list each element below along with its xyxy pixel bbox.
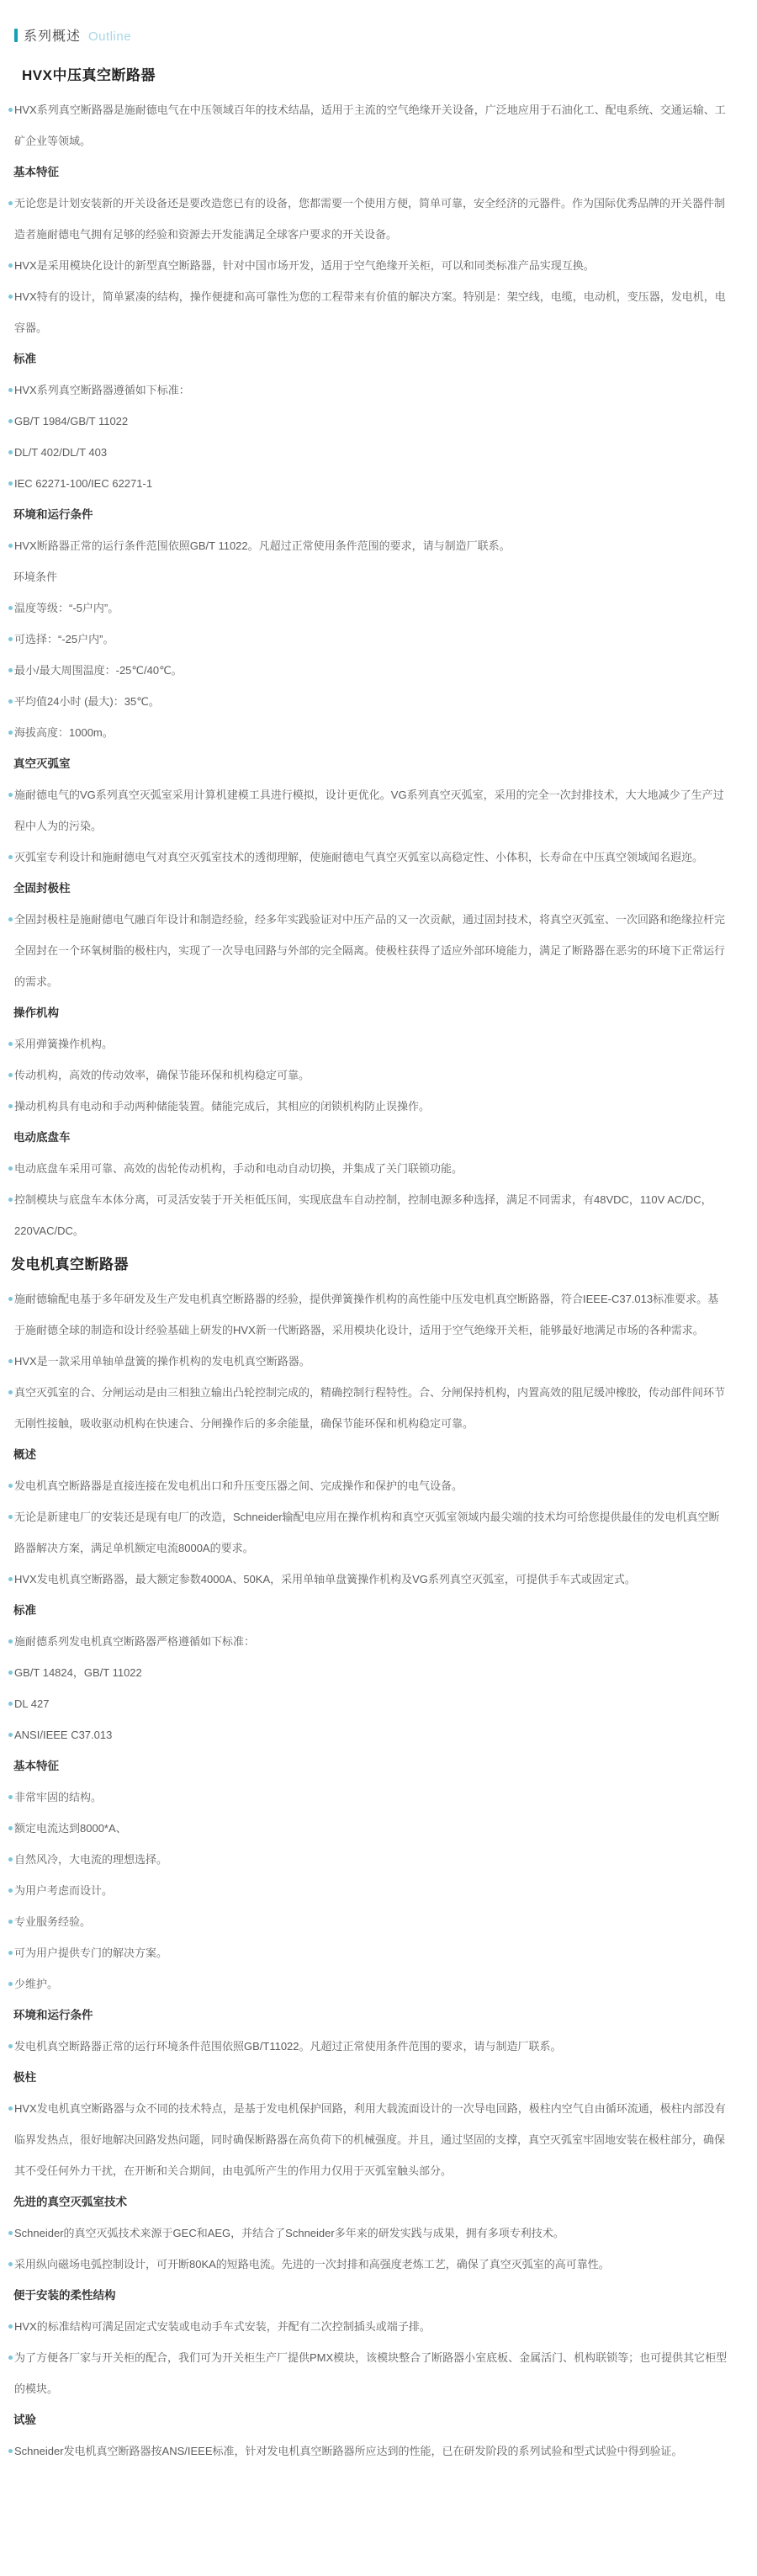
paragraph-text: GB/T 1984/GB/T 11022 [14,415,129,428]
bullet-item [0,1688,757,1719]
bullet-dot-icon [8,544,13,548]
bullet-dot-icon [8,1390,13,1394]
sub-heading [0,1595,757,1626]
bullet-dot-icon [8,2044,13,2048]
sub-heading-text: 真空灭弧室 [13,757,71,770]
bullet-dot-icon [8,1484,13,1488]
accent-bar-icon [14,29,18,42]
bullet-dot-icon [8,108,13,112]
paragraph-text: 专业服务经验。 [14,1915,92,1928]
bullet-item [0,1346,757,1377]
bullet-item [0,904,757,997]
bullet-item [0,2311,757,2342]
bullet-item [0,1564,757,1595]
sub-heading-text: 极柱 [13,2071,36,2084]
sub-heading [0,157,757,188]
bullet-item [0,1470,757,1501]
paragraph-text: Schneider发电机真空断路器按ANS/IEEE标准，针对发电机真空断路器所应达到的性能，已在研发阶段的系列试验和型式试验中得到验证。 [14,2445,683,2457]
bullet-item [0,1657,757,1688]
page-title: 系列概述 [24,29,82,44]
paragraph-text: 施耐德电气的VG系列真空灭弧室采用计算机建模工具进行模拟，设计更优化。VG系列真空灭弧室，采用的完全一次封排技术，大大地减少了生产过程中人为的污染。 [14,789,724,832]
bullet-dot-icon [8,263,13,268]
sub-heading-text: 操作机构 [13,1006,59,1019]
paragraph-text: 可为用户提供专门的解决方案。 [14,1947,168,1959]
page-subtitle: Outline [88,29,132,44]
bullet-dot-icon [8,1166,13,1171]
bullet-item [0,1813,757,1844]
bullet-dot-icon [8,1577,13,1581]
paragraph-text: 最小/最大周围温度：-25℃/40℃。 [14,664,183,677]
bullet-item [0,188,757,250]
section-heading [0,1246,757,1283]
section-heading-text: 发电机真空断路器 [11,1256,129,1272]
paragraph-text: 非常牢固的结构。 [14,1791,103,1803]
bullet-item [0,2249,757,2280]
bullet-item [0,1184,757,1246]
paragraph-text: HVX系列真空断路器遵循如下标准： [14,384,190,396]
bullet-item [0,592,757,624]
bullet-dot-icon [8,1515,13,1519]
bullet-item [0,1283,757,1346]
sub-heading-text: 基本特征 [13,1760,59,1772]
sub-heading-text: 先进的真空灭弧室技术 [13,2196,127,2208]
bullet-item [0,1719,757,1750]
bullet-dot-icon [8,668,13,672]
sub-heading [0,2280,757,2311]
bullet-item [0,250,757,281]
sub-heading [0,1122,757,1153]
bullet-dot-icon [8,388,13,392]
sub-heading-text: 环境和运行条件 [13,2009,93,2021]
bullet-item [0,1782,757,1813]
paragraph-text: HVX发电机真空断路器与众不同的技术特点，是基于发电机保护回路，利用大载流面设计的一次导电回路，极柱内空气自由循环流通，极柱内部没有临界发热点，很好地解决回路发热问题，同时确保断路器在高负荷下的机械强度。并且，通过坚固的支撑，真空灭弧室牢固地安装在极柱部分，确保其不受任何外力干扰，在开断和关合期间，由电弧所产生的作用力仅用于灭弧室触头部分。 [14,2102,726,2177]
bullet-dot-icon [8,730,13,735]
sub-heading-text: 电动底盘车 [13,1131,71,1144]
sub-heading [0,997,757,1028]
bullet-item [0,2217,757,2249]
bullet-dot-icon [8,1733,13,1737]
bullet-dot-icon [8,2356,13,2360]
sub-heading-text: 全固封极柱 [13,882,71,895]
bullet-dot-icon [8,855,13,859]
bullet-item [0,1091,757,1122]
bullet-dot-icon [8,1826,13,1830]
paragraph-text: 发电机真空断路器是直接连接在发电机出口和升压变压器之间、完成操作和保护的电气设备。 [14,1479,463,1492]
section-heading [0,57,757,94]
plain-paragraph [0,561,757,592]
bullet-dot-icon [8,637,13,641]
bullet-item [0,2093,757,2186]
bullet-item [0,655,757,686]
paragraph-text: HVX是采用模块化设计的新型真空断路器，针对中国市场开发，适用于空气绝缘开关柜，可以和同类标准产品实现互换。 [14,259,595,272]
paragraph-text: 温度等级：“-5户内”。 [14,602,119,614]
paragraph-text: Schneider的真空灭弧技术来源于GEC和AEG，并结合了Schneider多年来的研发实践与成果，拥有多项专利技术。 [14,2227,564,2239]
bullet-dot-icon [8,2106,13,2111]
bullet-item [0,1968,757,2000]
bullet-item [0,437,757,468]
paragraph-text: 全固封极柱是施耐德电气融百年设计和制造经验，经多年实践验证对中压产品的又一次贡献，通过固封技术，将真空灭弧室、一次回路和绝缘拉杆完全固封在一个环氧树脂的极柱内，实现了一次导电回路与外部的完全隔离。使极柱获得了适应外部环境能力，满足了断路器在恶劣的环境下正常运行的需求。 [14,913,726,988]
bullet-dot-icon [8,295,13,299]
paragraph-text: 平均值24小时 (最大)：35℃。 [14,695,160,708]
sub-heading [0,1439,757,1470]
bullet-dot-icon [8,1359,13,1363]
bullet-item [0,779,757,842]
section-heading-text: HVX中压真空断路器 [22,67,156,83]
sub-heading [0,2062,757,2093]
bullet-item [0,1501,757,1564]
bullet-item [0,1028,757,1060]
bullet-item [0,468,757,499]
bullet-dot-icon [8,2324,13,2329]
bullet-dot-icon [8,1104,13,1108]
sub-heading [0,2186,757,2217]
bullet-dot-icon [8,1639,13,1644]
bullet-item [0,2342,757,2404]
sub-heading-text: 试验 [13,2414,36,2426]
paragraph-text: HVX发电机真空断路器，最大额定参数4000A、50KA，采用单轴单盘簧操作机构及VG系列真空灭弧室，可提供手车式或固定式。 [14,1573,636,1585]
bullet-dot-icon [8,2449,13,2453]
bullet-item [0,281,757,343]
bullet-dot-icon [8,1297,13,1301]
paragraph-text: 传动机构，高效的传动效率，确保节能环保和机构稳定可靠。 [14,1069,310,1081]
paragraph-text: 采用弹簧操作机构。 [14,1038,114,1050]
bullet-dot-icon [8,1198,13,1202]
bullet-dot-icon [8,450,13,454]
paragraph-text: 电动底盘车采用可靠、高效的齿轮传动机构，手动和电动自动切换，并集成了关门联锁功能。 [14,1162,463,1175]
bullet-item [0,1844,757,1875]
bullet-item [0,94,757,157]
sub-heading-text: 环境和运行条件 [13,508,93,521]
bullet-dot-icon [8,1920,13,1924]
paragraph-text: 施耐德系列发电机真空断路器严格遵循如下标准： [14,1635,256,1648]
bullet-dot-icon [8,1042,13,1046]
paragraph-text: 真空灭弧室的合、分闸运动是由三相独立输出凸轮控制完成的，精确控制行程特性。合、分闸保持机构，内置高效的阻尼缓冲橡胶，传动部件间环节无刚性接触，吸收驱动机构在快速合、分闸操作后的多余能量，确保节能环保和机构稳定可靠。 [14,1386,726,1430]
bullet-dot-icon [8,606,13,610]
paragraph-text: DL/T 402/DL/T 403 [14,446,108,459]
paragraph-text: 为用户考虑而设计。 [14,1884,114,1897]
bullet-dot-icon [8,699,13,704]
paragraph-text: 施耐德输配电基于多年研发及生产发电机真空断路器的经验，提供弹簧操作机构的高性能中压发电机真空断路器，符合IEEE-C37.013标准要求。基于施耐德全球的制造和设计经验基础上研发的HVX新一代断路器，采用模块化设计，适用于空气绝缘开关柜，能够最好地满足市场的各种需求。 [14,1293,719,1336]
bullet-item [0,1060,757,1091]
paragraph-text: 控制模块与底盘车本体分离，可灵活安装于开关柜低压间，实现底盘车自动控制，控制电源多种选择，满足不同需求，有48VDC，110V AC/DC，220VAC/DC。 [14,1193,712,1237]
bullet-dot-icon [8,2231,13,2235]
sub-heading [0,499,757,530]
sub-heading [0,748,757,779]
bullet-dot-icon [8,793,13,797]
bullet-item [0,1626,757,1657]
paragraph-text: 无论您是计划安装新的开关设备还是要改造您已有的设备，您都需要一个使用方便，简单可靠，安全经济的元器件。作为国际优秀品牌的开关器件制造者施耐德电气拥有足够的经验和资源去开发能满足全球客户要求的开关设备。 [14,197,726,241]
bullet-dot-icon [8,1982,13,1986]
bullet-item [0,1153,757,1184]
paragraph-text: 操动机构具有电动和手动两种储能装置。储能完成后，其相应的闭锁机构防止误操作。 [14,1100,431,1113]
paragraph-text: HVX系列真空断路器是施耐德电气在中压领域百年的技术结晶，适用于主流的空气绝缘开关设备，广泛地应用于石油化工、配电系统、交通运输、工矿企业等领域。 [14,104,726,147]
sub-heading [0,1750,757,1782]
paragraph-text: 环境条件 [13,571,58,583]
content-blocks [0,57,757,2467]
bullet-item [0,530,757,561]
bullet-item [0,1875,757,1906]
bullet-item [0,1906,757,1937]
bullet-dot-icon [8,201,13,205]
bullet-dot-icon [8,481,13,486]
paragraph-text: HVX特有的设计，简单紧凑的结构，操作便捷和高可靠性为您的工程带来有价值的解决方案。特别是：架空线，电缆，电动机，变压器，发电机，电容器。 [14,290,726,334]
bullet-item [0,1937,757,1968]
sub-heading-text: 基本特征 [13,166,59,178]
bullet-dot-icon [8,1795,13,1799]
bullet-dot-icon [8,2262,13,2266]
bullet-item [0,1377,757,1439]
sub-heading-text: 标准 [13,1604,36,1617]
paragraph-text: 额定电流达到8000*A、 [14,1822,127,1835]
paragraph-text: 发电机真空断路器正常的运行环境条件范围依照GB/T11022。凡超过正常使用条件范围的要求，请与制造厂联系。 [14,2040,562,2053]
bullet-dot-icon [8,1073,13,1077]
bullet-item [0,686,757,717]
paragraph-text: 少维护。 [14,1978,59,1990]
paragraph-text: 无论是新建电厂的安装还是现有电厂的改造，Schneider输配电应用在操作机构和真空灭弧室领域内最尖端的技术均可给您提供最佳的发电机真空断路器解决方案，满足单机额定电流8000A的要求。 [14,1511,720,1554]
paragraph-text: GB/T 14824，GB/T 11022 [14,1666,142,1679]
sub-heading [0,2404,757,2435]
paragraph-text: 灭弧室专利设计和施耐德电气对真空灭弧室技术的透彻理解，使施耐德电气真空灭弧室以高稳定性、小体积，长寿命在中压真空领域闻名遐迩。 [14,851,704,863]
bullet-item [0,2031,757,2062]
bullet-dot-icon [8,1857,13,1862]
sub-heading [0,343,757,374]
bullet-dot-icon [8,1670,13,1675]
bullet-dot-icon [8,1951,13,1955]
paragraph-text: 为了方便各厂家与开关柜的配合，我们可为开关柜生产厂提供PMX模块，该模块整合了断路器小室底板、金属活门、机构联锁等；也可提供其它柜型的模块。 [14,2351,728,2395]
bullet-dot-icon [8,1702,13,1706]
bullet-item [0,842,757,873]
sub-heading-text: 标准 [13,353,36,365]
sub-heading [0,2000,757,2031]
bullet-item [0,624,757,655]
paragraph-text: 自然风冷，大电流的理想选择。 [14,1853,168,1866]
paragraph-text: IEC 62271-100/IEC 62271-1 [14,477,153,490]
paragraph-text: DL 427 [14,1697,50,1710]
bullet-dot-icon [8,917,13,922]
bullet-dot-icon [8,1888,13,1893]
bullet-item [0,374,757,406]
section-header [0,25,757,49]
paragraph-text: HVX断路器正常的运行条件范围依照GB/T 11022。凡超过正常使用条件范围的要求，请与制造厂联系。 [14,539,511,552]
bullet-item [0,717,757,748]
paragraph-text: HVX的标准结构可满足固定式安装或电动手车式安装，并配有二次控制插头或端子排。 [14,2320,431,2333]
sub-heading [0,873,757,904]
paragraph-text: ANSI/IEEE C37.013 [14,1729,113,1741]
bullet-item [0,406,757,437]
sub-heading-text: 概述 [13,1448,36,1461]
bullet-dot-icon [8,419,13,423]
paragraph-text: 可选择：“-25户内”。 [14,633,114,645]
paragraph-text: 采用纵向磁场电弧控制设计，可开断80KA的短路电流。先进的一次封排和高强度老炼工艺，确保了真空灭弧室的高可靠性。 [14,2258,610,2271]
paragraph-text: 海拔高度：1000m。 [14,726,114,739]
bullet-item [0,2435,757,2467]
sub-heading-text: 便于安装的柔性结构 [13,2289,116,2302]
paragraph-text: HVX是一款采用单轴单盘簧的操作机构的发电机真空断路器。 [14,1355,310,1368]
